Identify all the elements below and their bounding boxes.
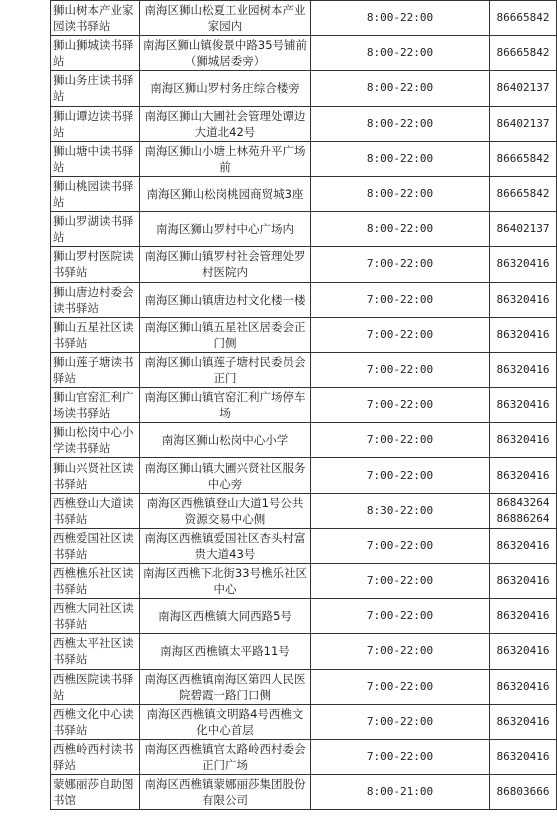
station-name-cell: 西樵医院读书驿站 — [51, 669, 140, 704]
station-address-cell: 南海区西樵镇爱国社区杏头村富贵大道43号 — [140, 528, 311, 563]
table-row — [51, 71, 557, 106]
station-name-cell: 狮山谭边读书驿站 — [51, 106, 140, 141]
phone-cell — [490, 423, 557, 458]
phone-number: 86320416 — [496, 257, 550, 271]
opening-hours-cell: 7:00-22:00 — [311, 317, 490, 352]
phone-cell — [490, 317, 557, 352]
table-row — [51, 458, 557, 493]
station-address-cell: 南海区西樵镇文明路4号西樵文化中心首层 — [140, 704, 311, 739]
station-name-cell: 西樵爱国社区读书驿站 — [51, 528, 140, 563]
phone-cell — [490, 669, 557, 704]
station-name-cell: 狮山松岗中心小学读书驿站 — [51, 423, 140, 458]
station-name-cell: 西樵大同社区读书驿站 — [51, 599, 140, 634]
station-address-cell: 南海区狮山松岗中心小学 — [140, 423, 311, 458]
phone-number: 86320416 — [496, 750, 550, 764]
station-address-cell: 南海区狮山小塘上林苑升平广场前 — [140, 141, 311, 176]
station-name-cell: 西樵文化中心读书驿站 — [51, 704, 140, 739]
opening-hours-cell: 7:00-22:00 — [311, 247, 490, 282]
opening-hours-cell: 7:00-22:00 — [311, 528, 490, 563]
station-name-cell: 狮山狮城读书驿站 — [51, 36, 140, 71]
phone-number: 86843264 — [496, 495, 550, 509]
table-row — [51, 669, 557, 704]
phone-number: 86320416 — [496, 362, 550, 376]
station-address-cell: 南海区西樵镇太平路11号 — [140, 634, 311, 669]
station-name-cell: 狮山唐边村委会读书驿站 — [51, 282, 140, 317]
table-row — [51, 352, 557, 387]
phone-cell — [490, 176, 557, 211]
station-address-cell: 南海区狮山镇官窑汇利广场停车场 — [140, 388, 311, 423]
station-address-cell: 南海区西樵镇南海区第四人民医院碧霞一路门口侧 — [140, 669, 311, 704]
opening-hours-cell: 7:00-22:00 — [311, 599, 490, 634]
phone-number: 86402137 — [496, 116, 550, 130]
station-name-cell: 狮山兴贤社区读书驿站 — [51, 458, 140, 493]
phone-number: 86320416 — [496, 538, 550, 552]
phone-number: 86320416 — [496, 327, 550, 341]
phone-number: 86320416 — [496, 574, 550, 588]
station-address-cell: 南海区狮山大圃社会管理处谭边大道北42号 — [140, 106, 311, 141]
phone-number: 86320416 — [496, 468, 550, 482]
opening-hours-cell: 8:30-22:00 — [311, 493, 490, 528]
phone-cell — [490, 212, 557, 247]
phone-cell — [490, 739, 557, 774]
table-row — [51, 106, 557, 141]
table-row — [51, 493, 557, 528]
phone-cell — [490, 71, 557, 106]
phone-cell — [490, 141, 557, 176]
phone-cell — [490, 352, 557, 387]
station-address-cell: 南海区狮山镇俊景中路35号铺前（狮城居委旁） — [140, 36, 311, 71]
phone-cell — [490, 388, 557, 423]
station-address-cell: 南海区西樵镇登山大道1号公共资源交易中心侧 — [140, 493, 311, 528]
phone-cell — [490, 1, 557, 36]
opening-hours-cell: 8:00-21:00 — [311, 775, 490, 810]
station-name-cell: 西樵登山大道读书驿站 — [51, 493, 140, 528]
phone-cell — [490, 775, 557, 810]
phone-number: 86803666 — [496, 785, 550, 799]
station-address-cell: 南海区狮山松夏工业园树本产业家园内 — [140, 1, 311, 36]
opening-hours-cell: 7:00-22:00 — [311, 739, 490, 774]
phone-number: 86320416 — [496, 714, 550, 728]
station-address-cell: 南海区西樵下北街33号樵乐社区中心 — [140, 564, 311, 599]
phone-cell — [490, 247, 557, 282]
phone-number: 86402137 — [496, 222, 550, 236]
station-address-cell: 南海区狮山镇罗村社会管理处罗村医院内 — [140, 247, 311, 282]
opening-hours-cell: 8:00-22:00 — [311, 71, 490, 106]
station-address-cell: 南海区狮山镇大圃兴贤社区服务中心旁 — [140, 458, 311, 493]
phone-number: 86665842 — [496, 11, 550, 25]
opening-hours-cell: 8:00-22:00 — [311, 212, 490, 247]
station-address-cell: 南海区西樵镇蒙娜丽莎集团股份有限公司 — [140, 775, 311, 810]
phone-cell — [490, 564, 557, 599]
opening-hours-cell: 7:00-22:00 — [311, 634, 490, 669]
table-row — [51, 599, 557, 634]
reading-station-table — [50, 0, 557, 810]
table-body — [51, 1, 557, 810]
phone-cell — [490, 36, 557, 71]
phone-number: 86665842 — [496, 46, 550, 60]
phone-cell — [490, 599, 557, 634]
opening-hours-cell: 8:00-22:00 — [311, 36, 490, 71]
station-address-cell: 南海区西樵镇官太路岭西村委会正门广场 — [140, 739, 311, 774]
table-row — [51, 176, 557, 211]
opening-hours-cell: 8:00-22:00 — [311, 176, 490, 211]
table-row — [51, 704, 557, 739]
table-row — [51, 36, 557, 71]
station-address-cell: 南海区狮山罗村中心广场内 — [140, 212, 311, 247]
opening-hours-cell: 7:00-22:00 — [311, 458, 490, 493]
opening-hours-cell: 7:00-22:00 — [311, 388, 490, 423]
phone-cell — [490, 528, 557, 563]
station-address-cell: 南海区狮山罗村务庄综合楼旁 — [140, 71, 311, 106]
opening-hours-cell: 8:00-22:00 — [311, 106, 490, 141]
station-name-cell: 西樵太平社区读书驿站 — [51, 634, 140, 669]
phone-number: 86320416 — [496, 292, 550, 306]
phone-number: 86320416 — [496, 644, 550, 658]
table-row — [51, 739, 557, 774]
table-row — [51, 423, 557, 458]
station-name-cell: 狮山务庄读书驿站 — [51, 71, 140, 106]
opening-hours-cell: 7:00-22:00 — [311, 704, 490, 739]
opening-hours-cell: 7:00-22:00 — [311, 564, 490, 599]
table-row — [51, 282, 557, 317]
station-address-cell: 南海区狮山松岗桃园商贸城3座 — [140, 176, 311, 211]
phone-cell — [490, 634, 557, 669]
phone-cell — [490, 458, 557, 493]
table-row — [51, 634, 557, 669]
station-name-cell: 狮山树本产业家园读书驿站 — [51, 1, 140, 36]
phone-number: 86320416 — [496, 433, 550, 447]
table-row — [51, 317, 557, 352]
phone-number: 86665842 — [496, 187, 550, 201]
phone-number: 86402137 — [496, 81, 550, 95]
station-name-cell: 西樵岭西村读书驿站 — [51, 739, 140, 774]
table-row — [51, 141, 557, 176]
station-name-cell: 狮山罗村医院读书驿站 — [51, 247, 140, 282]
opening-hours-cell: 7:00-22:00 — [311, 352, 490, 387]
table-row — [51, 247, 557, 282]
table-row — [51, 528, 557, 563]
phone-cell — [490, 282, 557, 317]
opening-hours-cell: 7:00-22:00 — [311, 423, 490, 458]
station-name-cell: 狮山罗湖读书驿站 — [51, 212, 140, 247]
station-name-cell: 狮山桃园读书驿站 — [51, 176, 140, 211]
table-row — [51, 388, 557, 423]
phone-number: 86886264 — [496, 511, 550, 525]
station-address-cell: 南海区狮山镇唐边村文化楼一楼 — [140, 282, 311, 317]
station-name-cell: 西樵樵乐社区读书驿站 — [51, 564, 140, 599]
phone-cell — [490, 106, 557, 141]
phone-cell — [490, 493, 557, 528]
station-address-cell: 南海区西樵镇大同西路5号 — [140, 599, 311, 634]
opening-hours-cell: 7:00-22:00 — [311, 282, 490, 317]
phone-number: 86320416 — [496, 398, 550, 412]
phone-cell — [490, 704, 557, 739]
station-name-cell: 狮山官窑汇利广场读书驿站 — [51, 388, 140, 423]
opening-hours-cell: 8:00-22:00 — [311, 141, 490, 176]
station-name-cell: 狮山莲子塘读书驿站 — [51, 352, 140, 387]
table-row — [51, 212, 557, 247]
station-address-cell: 南海区狮山镇五星社区居委会正门侧 — [140, 317, 311, 352]
opening-hours-cell: 8:00-22:00 — [311, 1, 490, 36]
table-row — [51, 775, 557, 810]
opening-hours-cell: 7:00-22:00 — [311, 669, 490, 704]
phone-number: 86665842 — [496, 151, 550, 165]
station-name-cell: 狮山塘中读书驿站 — [51, 141, 140, 176]
table-row — [51, 564, 557, 599]
station-name-cell: 蒙娜丽莎自助图书馆 — [51, 775, 140, 810]
phone-number: 86320416 — [496, 609, 550, 623]
table-row — [51, 1, 557, 36]
station-address-cell: 南海区狮山镇莲子塘村民委员会正门 — [140, 352, 311, 387]
phone-number: 86320416 — [496, 679, 550, 693]
station-name-cell: 狮山五星社区读书驿站 — [51, 317, 140, 352]
